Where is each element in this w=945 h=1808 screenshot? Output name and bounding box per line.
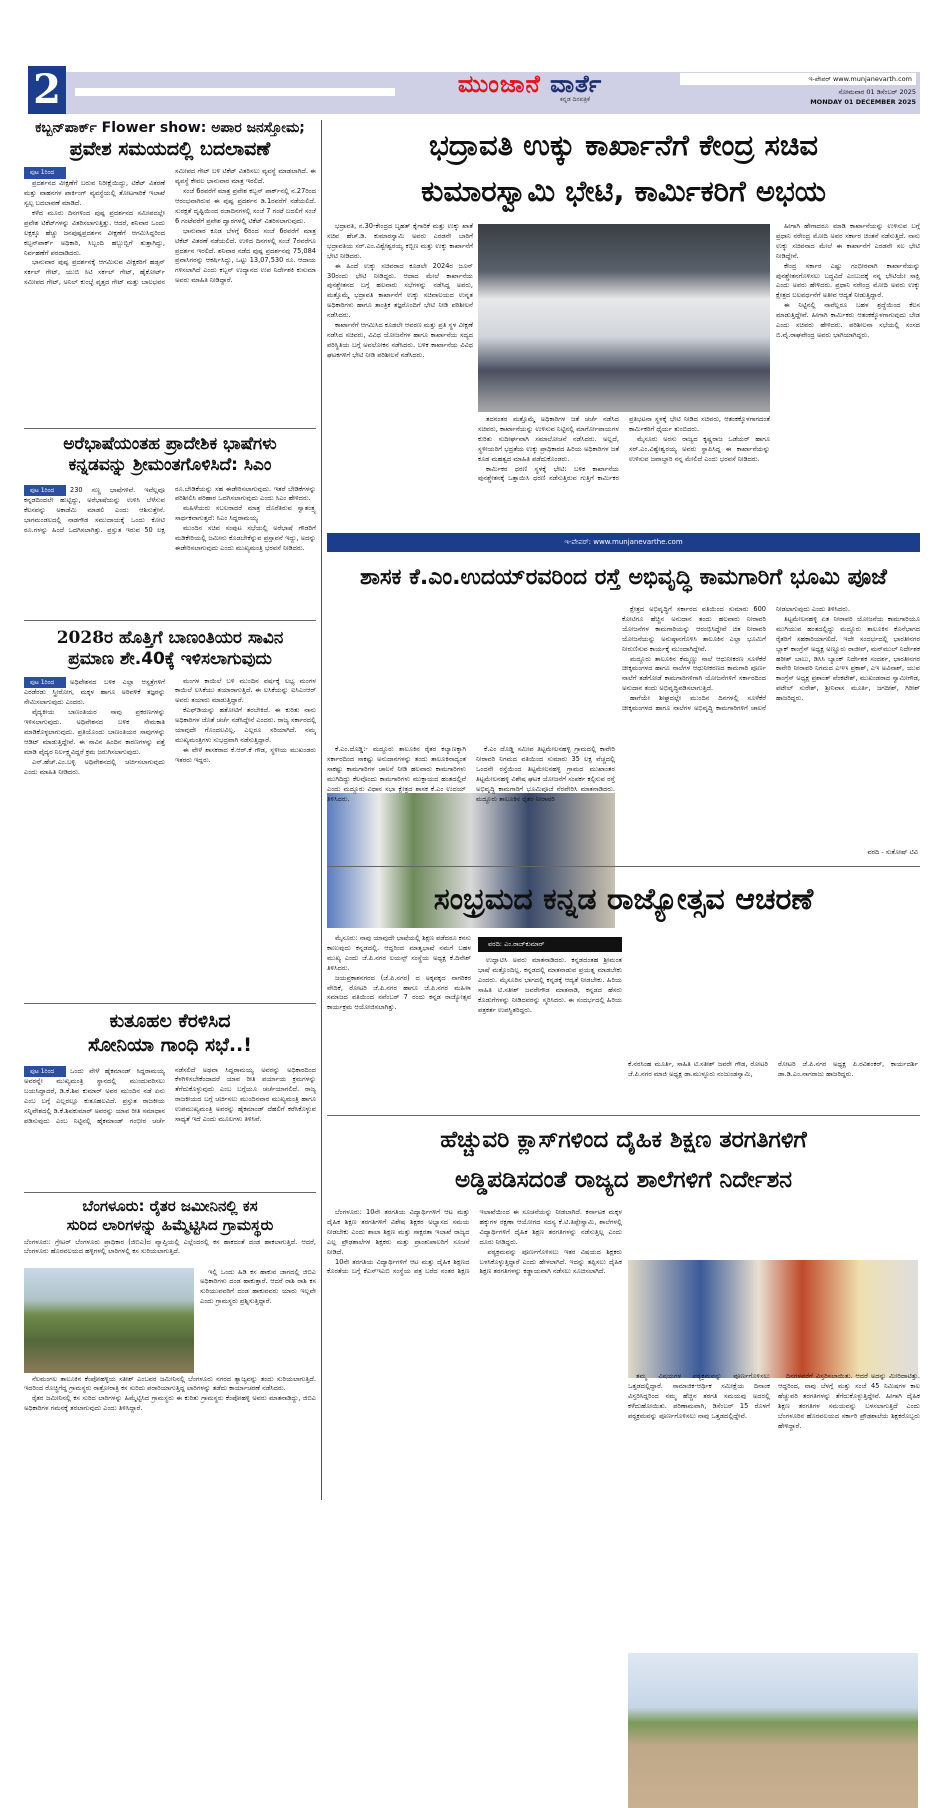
paragraph: ಕ್ಷೇತ್ರದ ಅಭಿವೃದ್ಧಿಗೆ ಸರ್ಕಾರದ ವತಿಯಿಂದ ಸುಮಾರು 600 ಕೋಟಿಗೂ ಹೆಚ್ಚಿನ ಅನುದಾನ ತಂದು ಹಲವಾರು ನೀರಾವರಿ ಯೋಜನೆಗಳ ಕಾಮಗಾರಿಯನ್ನು ಆರಂಭಿಸಿದ್ದೇವೆ ಚಿತ ನೀರಾವರಿ ಯೋಜನೆಯನ್ನು ಅನುಷ್ಠಾನಗೊಳಿಸಿ ತಾಲೂಕಿನ ಎಲ್ಲಾ ಭೂಮಿಗೆ ನೀರುಣಿಸುವ ಕಾರ್ಯಕ್ಕೆ ಮುಂದಾಗಿದ್ದೇವೆ. [622, 605, 766, 653]
paragraph: ಈ ನಿಟ್ಟಿನಲ್ಲಿ ನಾವೆಲ್ಲರೂ ಬಹಳ ಶ್ರದ್ಧೆಯಿಂದ ಕೆಲಸ ಮಾಡುತ್ತಿದ್ದೇವೆ. ಹೀಗಾಗಿ ಕಾರ್ಮಿಕರು ಆತಂಕಕ್ಕೊಳಗಾಗುವುದು ಬೇಡ ಎಂದು ಸಚಿವರು ಹೇಳಿದರು. ಪರಿಶೀಲನಾ ಸಭೆಯಲ್ಲಿ ಸಂಸದ ಬಿ.ವೈ.ರಾಘವೇಂದ್ರ ಅವರು ಭಾಗಿಯಾಗಿದ್ದರು. [776, 301, 920, 339]
divider [24, 620, 316, 621]
page-number: 2 [28, 66, 66, 114]
physed-col2 [628, 1372, 770, 1496]
headline-line1: ಹೆಚ್ಚುವರಿ ಕ್ಲಾಸ್‌ಗಳಿಂದ ದೈಹಿಕ ಶಿಕ್ಷಣ ತರಗತಿಗಳಿಗೆ [440, 1127, 807, 1153]
lead-paragraph: ಬೆಂಗಳೂರು: ಗ್ರೇಟರ್ ಬೆಂಗಳೂರು ಪ್ರಾಧಿಕಾರ (ಜಿಬಿಎ)ದ ವ್ಯಾಪ್ತಿಯಲ್ಲಿ ಎಲ್ಲೆಂದರಲ್ಲಿ ಕಸ ಹಾಕದಂತೆ ದಂಡ ಹಾಕಲಾಗುತ್ತಿದೆ. ಆದರೆ, ಬೆಂಗಳೂರು ಹೊರವಲಯದ ಹಳ್ಳಿಗಳಲ್ಲಿ ಲಾರಿಗಳಲ್ಲಿ ಕಸ ಸುರಿಯಲಾಗುತ್ತಿದೆ. [24, 1237, 316, 1256]
headline-line2: ಅಡ್ಡಿಪಡಿಸದಂತೆ ರಾಜ್ಯದ ಶಾಲೆಗಳಿಗೆ ನಿರ್ದೇಶನ [454, 1167, 793, 1193]
paragraph: ತದನಂತರ ಮತ್ತೊಮ್ಮೆ ಅಧಿಕಾರಿಗಳ ಜತೆ ಚರ್ಚೆ ನಡೆಸಿದ ಸಚಿವರು, ಕಾರ್ಖಾನೆಯನ್ನು ಉಳಿಸುವ ನಿಟ್ಟಿನಲ್ಲಿ ಮಾರ್ಗೋಪಾಯಗಳ ಕುರಿತು ಸುದೀರ್ಘವಾಗಿ ಸಮಾಲೋಚನೆ ನಡೆಸಿದರು. ಅಲ್ಲದೆ, ಸ್ಥಳೀಯರಿಗೆ ಭದ್ರತೆಯ ಉಕ್ಕು ಪ್ರಾಧಿಕಾರದ ಹಿರಿಯ ಅಧಿಕಾರಿಗಳ ಜತೆ ಕೂಡ ಮಹತ್ವದ ಮಾಹಿತಿ ಪಡೆದುಕೊಂಡರು. [478, 415, 619, 463]
logo-sub: ಕನ್ನಡ ದಿನಪತ್ರಿಕೆ [559, 96, 590, 103]
headline-line1: ಬೆಂಗಳೂರು: ರೈತರ ಜಮೀನಿನಲ್ಲಿ ಕಸ [82, 1197, 258, 1215]
paragraph: 10ನೇ ತರಗತಿಯ ವಿದ್ಯಾರ್ಥಿಗಳಿಗೆ ಆಟ ಮತ್ತು ದೈಹಿಕ ಶಿಕ್ಷಣದ ಕೊರತೆಯ ಬಗ್ಗೆ ಕೆಎಸ್‌ಇಎಬಿ ಸಂಸ್ಥೆಯ ಪತ್ರ ಬರೆದ ನಂತರ ಶಿಕ್ಷಣ ಇಲಾಖೆಯಿಂದ ಈ ಸೂಚನೆಯನ್ನು ನೀಡಲಾಗಿದೆ. ಕರ್ನಾಟಕ ಮಕ್ಕಳ ಹಕ್ಕುಗಳ ರಕ್ಷಣಾ ಆಯೋಗದ ಸದಸ್ಯ ಕೆ.ಟಿ.ತಿಪ್ಪೇಸ್ವಾಮಿ, ಶಾಲೆಗಳಲ್ಲಿ ವಿದ್ಯಾರ್ಥಿಗಳಿಗೆ ದೈಹಿಕ ಶಿಕ್ಷಣ ತರಗತಿಗಳನ್ನು ನಡೆಸುತ್ತಿಲ್ಲ ಎಂದು ದೂರು ನೀಡಿದ್ದರು. [327, 1208, 622, 1276]
headline-line1: ಭದ್ರಾವತಿ ಉಕ್ಕು ಕಾರ್ಖಾನೆಗೆ ಕೇಂದ್ರ ಸಚಿವ [428, 128, 819, 162]
article-arebhashe [24, 434, 316, 595]
article-garbage-lorries [24, 1197, 316, 1475]
paragraph: ಕೆ.ಎಂ.ದೊಡ್ಡಿ:- ಮದ್ದೂರು ತಾಲೂಕಿನ ರೈತರ ಕಲ್ಯಾಣಕ್ಕಾಗಿ ಸರ್ಕಾರದಿಂದ ಸಾಕಷ್ಟು ಅನುದಾನಗಳನ್ನು ತಂದು ತಾಲೂಕಿನಾದ್ಯಂತ ಸಾಕಷ್ಟು ಕಾಮಗಾರಿಗಳ ಚಾಲನೆ ನೀಡಿ ಹಲವಾರು ಕಾಮಗಾರಿಗಳು ಮುಗಿದಿದ್ದು ಕೆಲವೊಂದು ಕಾಮಗಾರಿಗಳು ಮುಕ್ತಾಯದ ಹಂತದಲ್ಲಿವೆ ಎಂದು ಮದ್ದೂರು ವಿಧಾನ ಸಭಾ ಕ್ಷೇತ್ರದ ಶಾಸಕ ಕೆ.ಎಂ ಉದಯ್ ತಿಳಿಸಿದರು. [327, 745, 466, 803]
epaper-url[interactable]: ಇ-ಪೇಪರ್ www.munjanevarth.com [680, 73, 916, 85]
paragraph: ಕೆಎಫ್‌ಡಿಯನ್ನು ಹತೋಟಿಗೆ ತರಬೇಕಿದೆ. ಈ ಕುರಿತು ನಾನು ಅಧಿಕಾರಿಗಳ ಜೊತೆ ಚರ್ಚೆ ನಡೆಸಿದ್ದೇನೆ ಎಂದರು. ರಾಜ್ಯ ಸರ್ಕಾರದಲ್ಲಿ ಯಾವುದೇ ಗೊಂದಲವಿಲ್ಲ. ಎಲ್ಲರೂ ಸರಿಯಾಗಿದೆ. ನಮ್ಮ ಮುಖ್ಯಮಂತ್ರಿಗಳು ಸುಭದ್ರವಾಗಿ ನಡೆಸುತ್ತಿದ್ದಾರೆ. [175, 706, 316, 744]
photo-caption: ಕೆ.ನರಸಿಂಹ ಮೂರ್ತಿ, ಸಾಹಿತಿ ಟಿ.ಸತೀಶ್ ಜವರೇ ಗೌಡ, ರೋಟರಿ ಜೆ.ಪಿ.ನಗರ ಮಾಜಿ ಅಧ್ಯಕ್ಷ ಡಾ.ಮುಳ್ಳೂರು ನಂಜುಂಡಸ್ವಾಮಿ, [628, 1060, 768, 1078]
paragraph: ಭದ್ರಾವತಿ, ನ.30-ಕೇಂದ್ರದ ಬೃಹತ್ ಕೈಗಾರಿಕೆ ಮತ್ತು ಉಕ್ಕು ಖಾತೆ ಸಚಿವ ಹೆಚ್.ಡಿ. ಕುಮಾರಸ್ವಾಮಿ ಅವರು ಎರಡನೇ ಬಾರಿಗೆ ಭದ್ರಾವತಿಯ ಸರ್.ಎಂ.ವಿಶ್ವೇಶ್ವರಯ್ಯ ಕಬ್ಬಿಣ ಮತ್ತು ಉಕ್ಕು ಕಾರ್ಖಾನೆಗೆ ಭೇಟಿ ನೀಡಿದರು. [327, 222, 473, 260]
headline-line1: 2028ರ ಹೊತ್ತಿಗೆ ಬಾಣಂತಿಯರ ಸಾವಿನ [56, 628, 284, 648]
masthead-rule [75, 88, 395, 96]
date-kannada: ಸೋಮವಾರ 01 ಡಿಸೆಂಬರ್ 2025 [838, 88, 916, 96]
paragraph: ಮಂಗಳ ಕಾಯಿಲೆ ಬಳಿ ಮುಂದಿನ ವರ್ಷಕ್ಕೆ ಲಭ್ಯ ಮಂಗಳ ಕಾಯಿಲೆ ಲಸಿಕೆಯು ತಯಾರಾಗುತ್ತಿದೆ. ಈ ಲಸಿಕೆಯನ್ನು ಐಸಿಎಂಆರ್ ಅವರು ತಯಾರು ಮಾಡುತ್ತಿದ್ದಾರೆ. [175, 676, 316, 705]
paragraph: ಅಧಿವೇಶನದ ಬಳಿಕ ಎಲ್ಲಾ ಆಸ್ಪತ್ರೆಗಳಿಗೆ ಎರಡೆರಡು ಸ್ತ್ರೀರೋಗ, ಮಕ್ಕಳ ಹಾಗೂ ಅರಿವಳಿಕೆ ತಜ್ಞರನ್ನು ನೇಮಿಸಲಾಗುವುದು ಎಂದರು. [24, 677, 165, 707]
headline-line2: ಪ್ರಮಾಣ ಶೇ.40ಕ್ಕೆ ಇಳಿಸಲಾಗುವುದು [68, 649, 272, 670]
paragraph: ಉದ್ಘಾಟಿಸಿ ಅವರು ಮಾತನಾಡಿದರು. ಕನ್ನಡದಂತಹ ಶ್ರೀಮಂತ ಭಾಷೆ ಮತ್ತೊಂದಿಲ್ಲ. ಕನ್ನಡದಲ್ಲಿ ಮಾತನಾಡುವ ಪ್ರಯತ್ನ ಮಾಡಬೇಕು ಎಂದರು. ಮೈಸೂರಿನ ಭಾಗದಲ್ಲಿ ಕನ್ನಡಕ್ಕೆ ಆದ್ಯತೆ ನೀಡಬೇಕು. ಹಿರಿಯ ಸಾಹಿತಿ ಟಿ.ಸತೀಶ್ ಜವರೇಗೌಡ ಮಾತನಾಡಿ, ಕನ್ನಡದ ಹೆಸರು ಕೊಡುಗೆಗಳನ್ನು ನೀಡಿದವರನ್ನು ಸ್ಮರಿಸಿದರು. ಈ ಸಂದರ್ಭದಲ್ಲಿ ಹಿರಿಯ ಪತ್ರಕರ್ತ ಉಪಸ್ಥಿತರಿದ್ದರು. [478, 956, 622, 1014]
masthead-info [680, 73, 920, 113]
paragraph: ಭಾನುವಾರ ಪುಷ್ಪ ಪ್ರದರ್ಶನಕ್ಕೆ ಆಗಮಿಸುವ ವೀಕ್ಷಕರಿಗೆ ಹಡ್ಸನ್ ಸರ್ಕಲ್ ಗೇಟ್, ಯುಬಿ ಸಿಟಿ ಸರ್ಕಲ್ ಗೇಟ್, ಹೈಕೋರ್ಟ್ ಸಮೀಪದ ಗೇಟ್, ಅನಿಲ್ ಕುಂಬ್ಳೆ ವೃತ್ತದ ಗೇಟ್ ಮತ್ತು ಬಾಲಭವನ ಸಮೀಪದ ಗೇಟ್ ಬಳಿ ಟಿಕೆಟ್ ವಿತರಿಸಲು ವ್ಯವಸ್ಥೆ ಮಾಡಲಾಗಿದೆ. ಈ ವ್ಯವಸ್ಥೆ ಕೇವಲ ಭಾನುವಾರ ಮಾತ್ರ ಇರಲಿದೆ. [24, 167, 316, 287]
article-cubbon-park [24, 120, 316, 397]
paragraph: 230 ಸಣ್ಣ ಭಾಷೆಗಳಿವೆ. ಇವೆಲ್ಲವೂ ಕನ್ನಡದಿಂದಲೇ ಹುಟ್ಟಿದ್ದು, ಅರೆಭಾಷೆಯನ್ನು ಉಳಿಸಿ ಬೆಳೆಸುವ ಕೆಲಸವನ್ನು ಅಕಾಡೆಮಿ ಮಾಡಲಿ ಎಂದು ಆಶಿಸುತ್ತೇನೆ. ಭಾಗಮಂಡಲದಲ್ಲಿ ನಾಡಗೌಡ ಸಮುದಾಯಕ್ಕೆ ಒಂದು ಕೋಟಿ ರೂ.ಗಳನ್ನು ಹಿಂದೆ ಒದಗಿಸಲಾಗಿತ್ತು. ಪ್ರಸ್ತುತ ಇರುವ 50 ಲಕ್ಷ ರೂ.ಬೇಡಿಕೆಯನ್ನು ಸಹ ಈಡೇರಿಸಲಾಗುವುದು. ಇತರೆ ಬೇಡಿಕೆಗಳನ್ನು ಪರಿಶೀಲಿಸಿ ಪರಿಹಾರ ಒದಗಿಸಲಾಗುವುದು ಎಂದು ಸಿಎಂ ಹೇಳಿದರು. [24, 484, 316, 535]
newspaper-logo [430, 70, 630, 104]
date-english: MONDAY 01 DECEMBER 2025 [810, 98, 916, 106]
paragraph: ಕಾರ್ಮಿಕರ ಧರಣಿ ಸ್ಥಳಕ್ಕೆ ಭೇಟಿ: ಬಳಿಕ ಕಾರ್ಖಾನೆಯ ಪುನಶ್ಚೇತನಕ್ಕೆ ಒತ್ತಾಯಿಸಿ ಧರಣಿ ನಡೆಸುತ್ತಿರುವ ಗುತ್ತಿಗೆ ಕಾರ್ಮಿಕರ ಪ್ರತಿಭಟನಾ ಸ್ಥಳಕ್ಕೆ ಭೇಟಿ ನೀಡಿದ ಸಚಿವರು, ಆತಂಕಕ್ಕೊಳಗಾಗದಂತೆ ಕಾರ್ಮಿಕರಿಗೆ ಧೈರ್ಯ ತುಂಬಿದರು. [478, 415, 770, 483]
divider [24, 1192, 316, 1193]
paragraph: ಮುಂದಿನ ಸಚಿವ ಸಂಪುಟ ಸಭೆಯಲ್ಲಿ ಅರೆಭಾಷೆ ಗೌಡರಿಗೆ ಮಡಿಕೇರಿಯಲ್ಲಿ ಜಮೀನು ಕೊಡಬೇಕೆನ್ನುವ ಪ್ರಸ್ತಾವನೆ ಇದ್ದು, ಅದನ್ನು ಈಡೇರಿಸಲಾಗುವುದು ಎಂದು ಮುಖ್ಯಮಂತ್ರಿ ಭರವಸೆ ನೀಡಿದರು. [175, 524, 316, 552]
continued-tag: ಪುಟ 1ರಿಂದ [24, 485, 66, 497]
logo-main: ಮುಂಜಾನೆ [457, 70, 541, 98]
uday-col1 [327, 745, 615, 860]
headline-line2: ಪ್ರವೇಶ ಸಮಯದಲ್ಲಿ ಬದಲಾವಣೆ [69, 137, 271, 160]
students-playing-photo [628, 1653, 918, 1808]
headline-line1: ಕುತೂಹಲ ಕೆರಳಿಸಿದ [109, 1010, 231, 1032]
article-maternal-deaths [24, 628, 316, 995]
continued-tag: ಪುಟ 1ರಿಂದ [24, 1066, 66, 1078]
headline-rajyotsava: ಸಂಭ್ರಮದ ಕನ್ನಡ ರಾಜ್ಯೋತ್ಸವ ಆಚರಣೆ [433, 882, 814, 917]
physed-col1 [327, 1208, 622, 1496]
paragraph: ತಿಟ್ಟಮೇಲನಹಳ್ಳಿ ಏತ ನೀರಾವರಿ ಯೋಜನೆಯ ಕಾಮಗಾರಿಯೂ ಮುಗಿಯುವ ಹಂತದಲ್ಲಿದ್ದು ಮದ್ದೂರು ತಾಲೂಕಿನ ಕೊನೆಭಾಗದ ರೈತರಿಗೆ ಸಹಕಾರಿಯಾಗಲಿದೆ. ಇದೇ ಸಂದರ್ಭದಲ್ಲಿ ಭಾರತೀನಗರ ಬ್ಲಾಕ್ ಕಾಂಗ್ರೆಸ್ ಅಧ್ಯಕ್ಷ ಅಣ್ಣೂರು ರಾಜೀವ್, ಮನ್‌ಮುಲ್ ನಿರ್ದೇಶಕ ಹರೀಶ್ ಬಾಬು, ಡಿಸಿಸಿ ಬ್ಯಾಂಕ್ ನಿರ್ದೇಶಕ ಸಂದರ್ಶ, ಭಾರತೀನಗರ ಕಾವೇರಿ ನೀರಾವರಿ ನಿಗಮದ ಎಇಇ ಪ್ರಕಾಶ್, ಎಇ ಅವಿನಾಶ್, ಯುವ ಕಾಂಗ್ರೆಸ್ ಅಧ್ಯಕ್ಷ ಪ್ರಶಾಂತ್ ವೆಂಕಟೇಶ್, ಮುಖಂಡರಾದ ಸ್ವಾಮೀಗೌಡ, ಪಟೇಲ್ ಸುರೇಶ್, ಶ್ರೀನಿವಾಸ ಮೂರ್ತಿ, ಜಗದೀಶ್, ಗಿರೀಶ್ ಹಾಜರಿದ್ದರು. [776, 614, 920, 703]
paragraph: ಭಾನುವಾರ ಕೂಡ ಬೆಳಗ್ಗೆ 6ರಿಂದ ಸಂಜೆ 6ರವರೆಗೆ ಮಾತ್ರ ಟಿಕೆಟ್ ವಿತರಣೆ ನಡೆಯಲಿದೆ. ಉಳಿದ ದಿನಗಳಲ್ಲಿ ಸಂಜೆ 7ರವರೆಗೂ ಪ್ರದರ್ಶನ ಇರಲಿದೆ. ಶನಿವಾರ ನಡೆದ ಪುಷ್ಪ ಪ್ರದರ್ಶನವು 75,084 ಪ್ರವಾಸಿಗರನ್ನು ಆಕರ್ಷಿಸಿದ್ದು, ಒಟ್ಟು 13,07,530 ರೂ. ಆದಾಯ ಗಳಿಸಲಾಗಿದೆ ಎಂದು ಕಬ್ಬನ್ ಉದ್ಯಾನದ ಉಪ ನಿರ್ದೇಶಕಿ ಕುಸುಮಾ ಅವರು ಮಾಹಿತಿ ನೀಡಿದ್ದಾರೆ. [175, 226, 316, 285]
paragraph: ಮದ್ದೂರು ತಾಲೂಕಿನ ಕೆಮ್ಮಣ್ಣು ನಾಲೆ ಆಧುನೀಕರಣ ಸೂಳೆಕೆರೆ ಚೀಕ್ಕಮಂಗಳದ ಹಾಗೂ ನಾಲೆಗಳ ಆಧುನೀಕರಣದ ಕಾಮಗಾರಿ ಪೂರ್ಣ ನಾಲೆಗೆ ತಡೆಗೋಡೆ ಕಾಮಗಾರಿಗಳಿಗಾಗಿ ಯೋಜನೆಗಳಿಗೆ ಸರ್ಕಾರದಿಂದ ಅನುದಾನ ತಂದು ಅಭಿವೃದ್ಧಿಪಡಿಸಲಾಗುತ್ತಿದೆ. [622, 654, 766, 693]
headline-uday: ಶಾಸಕ ಕೆ.ಎಂ.ಉದಯ್‌ರವರಿಂದ ರಸ್ತೆ ಅಭಿವೃದ್ಧಿ ಕಾಮಗಾರಿಗೆ ಭೂಮಿ ಪೂಜೆ [360, 565, 887, 590]
divider [327, 866, 920, 867]
paragraph: ಪ್ರದರ್ಶನದ ವೀಕ್ಷಣೆಗೆ ಬರುವ ನಿರೀಕ್ಷೆಯಿದ್ದು, ಟಿಕೆಟ್ ವಿತರಣೆ ಮತ್ತು ವಾಹನಗಳ ಪಾರ್ಕಿಂಗ್ ವ್ಯವಸ್ಥೆಯಲ್ಲಿ ತೋಟಗಾರಿಕೆ ಇಲಾಖೆ ಸ್ವಲ್ಪ ಬದಲಾವಣೆ ಮಾಡಿದೆ. [24, 179, 165, 207]
headline-line1: ಕಬ್ಬನ್‌ಪಾರ್ಕ್ Flower show: ಅಪಾರ ಜನಸ್ತೋಮ; [35, 120, 305, 136]
paragraph: ಇಲ್ಲಿ ಒಂದು ಹಿಡಿ ಕಸ ಹಾಕುವ ಜಾಗದಲ್ಲಿ ಜಿಬಿಎ ಅಧಿಕಾರಿಗಳು ದಂಡ ಹಾಕುತ್ತಾರೆ. ಆದರೆ ರಾಶಿ ರಾಶಿ ಕಸ ಸುರಿಯುವವರಿಗೆ ದಂಡ ಹಾಕುವವರು ಯಾರು ಇಲ್ಲವೇ ಎಂದು ಗ್ರಾಮಸ್ಥರು ಪ್ರಶ್ನಿಸುತ್ತಿದ್ದಾರೆ. [200, 1267, 316, 1306]
paragraph: ಒಂದು ವೇಳೆ ಹೈಕಮಾಂಡ್ ಸಿದ್ದರಾಮಯ್ಯ ಅವರನ್ನೇ ಮುಖ್ಯಮಂತ್ರಿ ಸ್ಥಾನದಲ್ಲಿ ಮುಂದುವರಿಸಲು ಬಯಸಿದ್ದಾದರೆ, ಡಿ.ಕೆ.ಶಿವ ಕುಮಾರ್ ಅವರ ಮುಂದಿನ ನಡೆ ಏನು ಎಂಬ ಬಗ್ಗೆ ಎಲ್ಲರಲ್ಲೂ ಕುತೂಹಲವಿದೆ. ಪ್ರಸ್ತುತ ರಾಜಕೀಯ ಸನ್ನಿವೇಶದಲ್ಲಿ ಡಿ.ಕೆ.ಶಿವಕುಮಾರ್ ಅವರನ್ನು ಯಾವ ರೀತಿ ಸಮಾಧಾನ ಪಡಿಸುವುದು ಎಂಬ ನಿಟ್ಟಿನಲ್ಲಿ ಹೈಕಮಾಂಡ್ ಗಂಭೀರ ಚರ್ಚೆ ನಡೆಸಲಿದೆ ಅಥವಾ ಸಿದ್ದರಾಮಯ್ಯ ಅವರನ್ನು ಅಧಿಕಾರದಿಂದ ಕೆಳಗಿಳಿಸಬೇಕೆಂದಾದರೆ ಯಾವ ರೀತಿ ಪರ್ಯಾಯ ಕ್ರಮಗಳನ್ನು ತೆಗೆದುಕೊಳ್ಳುವುದು ಎಂಬ ಬಗ್ಗೆಯೂ ಚರ್ಚೆಯಾಗಲಿದೆ. ರಾಜ್ಯ ರಾಜಕೀಯದ ಬಗ್ಗೆ ಚರ್ಚಿಸಲು ಮುಂದಿನವಾರ ಮುಖ್ಯಮಂತ್ರಿ ಹಾಗೂ ಉಪಮುಖ್ಯಮಂತ್ರಿ ಅವರನ್ನು ಹೈಕಮಾಂಡ್ ದೆಹಲಿಗೆ ಕರೆಸಿಕೊಳ್ಳುವ ಸಾಧ್ಯತೆ ಇದೆ ಎಂದು ಮೂಲಗಳು ತಿಳಿಸಿವೆ. [24, 1065, 316, 1126]
paragraph: ದಿನಗಳವರೆಗೆ ವಿಸ್ತರಿಸಲಾಯಿತು. ಆದರೆ ಅದನ್ನು ಮೀರಿದಾಟಿತ್ತು. ಆದ್ದರಿಂದ, ನಾವು ಬೆಳಗ್ಗೆ ಮತ್ತು ಸಂಜೆ 45 ನಿಮಿಷಗಳ ಕಾಲ ಹೆಚ್ಚುವರಿ ತರಗತಿಗಳನ್ನು ತೆಗೆದುಕೊಳ್ಳುತ್ತಿದ್ದೇವೆ. ಹೀಗಾಗಿ ದೈಹಿಕ ಶಿಕ್ಷಣ ತರಗತಿಗಳ ಸಮಯವನ್ನು ಬಳಸಲಾಗುತ್ತಿದೆ ಎಂದು ಬೆಂಗಳೂರಿನ ಹೊರವಲಯದ ಸರ್ಕಾರಿ ಪ್ರೌಢಶಾಲೆಯ ಶಿಕ್ಷಕರೊಬ್ಬರು ಹೇಳಿದ್ದಾರೆ. [778, 1372, 920, 1430]
headline-line2: ಕನ್ನಡವನ್ನು ಶ್ರೀಮಂತಗೊಳಿಸಿದೆ: ಸಿಎಂ [68, 455, 272, 476]
paragraph: ಕೇಂದ್ರ ಸರ್ಕಾರ ಎಷ್ಟು ಗಂಭೀರವಾಗಿ ಕಾರ್ಖಾನೆಯನ್ನು ಪುನಶ್ಚೇತನಗೊಳಿಸಲು ಬದ್ಧವಿದೆ ಎಂಬುದಕ್ಕೆ ನನ್ನ ಭೇಟಿಯೇ ಸಾಕ್ಷಿ ಎಂದು ಅವರು ಹೇಳಿದರು. ಪ್ರಧಾನಿ ನರೇಂದ್ರ ಮೋದಿ ಅವರು ಉಕ್ಕು ಕ್ಷೇತ್ರದ ಬಲವರ್ಧನೆಗೆ ಅತೀವ ಆದ್ಯತೆ ನೀಡುತ್ತಿದ್ದಾರೆ. [776, 261, 920, 300]
rajyotsava-col1 [327, 934, 471, 1104]
paragraph: ಕೆ.ಎಂ ದೊಡ್ಡಿ ಸಮೀಪ ತಿಟ್ಟಮೇಲನಹಳ್ಳಿ ಗ್ರಾಮದಲ್ಲಿ ಕಾವೇರಿ ನೀರಾವರಿ ನಿಗಮದ ವತಿಯಿಂದ ಸುಮಾರು 35 ಲಕ್ಷ ವೆಚ್ಚದಲ್ಲಿ ಒಂದನೇ ರಸ್ತೆಯಿಂದ ತಿಟ್ಟಮೇಲನಹಳ್ಳಿ ಗ್ರಾಮದ ಮುಖಾಂತರ ತಿಟ್ಟಮೇಲನಹಳ್ಳಿ ವಿಶೇಷ ಘಟಕ ಯೋಜನೆಗೆ ಸಂಪರ್ಕ ಕಲ್ಪಿಸುವ ರಸ್ತೆ ಅಭಿವೃದ್ಧಿ ಕಾಮಗಾರಿಗೆ ಭೂಮಿಪೂಜೆ ನೆರವೇರಿಸಿ ಮಾತನಾಡಿದರು. ಮದ್ದೂರು ತಾಲೂಕಿನ ರೈತರ ನೀರಾವರಿ [476, 745, 615, 803]
bhadravati-col3 [776, 222, 920, 528]
paragraph: ಕಾರ್ಖಾನೆಗೆ ಆಗಮಿಸಿದ ಕೂಡಲೇ ಆವರಣ ಮತ್ತು ಪ್ರತಿ ಸ್ಥಳ ವೀಕ್ಷಣೆ ನಡೆಸಿದ ಸಚಿವರು, ವಿವಿಧ ಯೋಜನೆಗಳ ಹಾಗೂ ಕಾರ್ಖಾನೆಯ ಸದ್ಯದ ಪರಿಸ್ಥಿತಿಯ ಬಗ್ಗೆ ಅವಲೋಕನ ನಡೆಸಿದರು. ಬಳಿಕ ಕಾರ್ಖಾನೆಯ ವಿವಿಧ ಘಟಕಗಳಿಗೆ ಭೇಟಿ ನೀಡಿ ಪರಿಶೀಲನೆ ನಡೆಸಿದರು. [327, 321, 473, 359]
article-bhadravati [327, 122, 920, 214]
paragraph: ಈ ಹಿಂದೆ ಉಕ್ಕು ಸಚಿವರಾದ ಕೂಡಲೇ 2024ರ ಜೂನ್ 30ರಂದು ಭೇಟಿ ನೀಡಿದ್ದರು. ಆದಾದ ಮೇಲೆ ಕಾರ್ಖಾನೆಯ ಪುನಶ್ಚೇತನದ ಬಗ್ಗೆ ಹಲವಾರು ಸಭೆಗಳನ್ನು ನಡೆಸಿದ್ದ ಅವರು, ಮತ್ತೊಮ್ಮೆ ಭದ್ರಾವತಿ ಕಾರ್ಖಾನೆಗೆ ಉಕ್ಕು ಸಚಿವಾಲಯದ ಉನ್ನತ ಅಧಿಕಾರಿಗಳು ಹಾಗೂ ತಾಂತ್ರಿಕ ತಜ್ಞರೊಂದಿಗೆ ಭೇಟಿ ನೀಡಿ ಪರಿಶೀಲನೆ ನಡೆಸಿದರು. [327, 261, 473, 320]
paragraph: ಕಳೆದ ಮೂರು ದಿನಗಳಿಂದ ಪುಷ್ಪ ಪ್ರದರ್ಶನದ ಸಮೀಪದಲ್ಲೇ ಪ್ರವೇಶ ಟಿಕೆಟ್‌ಗಳನ್ನು ವಿತರಿಸಲಾಗುತ್ತಿತ್ತು. ಆದರೆ, ಶನಿವಾರ ಒಂದು ಲಕ್ಷಕ್ಕೂ ಹೆಚ್ಚು ಜನಪುಷ್ಪಪ್ರದರ್ಶನ ವೀಕ್ಷಣೆಗೆ ಆಗಮಿಸಿದ್ದರಿಂದ ಕಬ್ಬನ್‌ಪಾರ್ಕ್ ಅಧಿಕಾರಿ, ಸಿಬ್ಬಂದಿ ಹಬ್ಬುಬ್ಬಿಗೆ ತುತ್ತಾಗಿದ್ದು, ನಿರ್ವಹಣೆಗೆ ಪರದಾಡಿದರು. [24, 208, 165, 257]
continued-tag: ಪುಟ 1ರಿಂದ [24, 167, 66, 179]
paragraph: ಹಾಗೆಯೇ ಶೀಘ್ರದಲ್ಲೇ ಮುಂದಿನ ದಿನಗಳಲ್ಲಿ ಸೂಳೆಕೆರೆ ಚೀಕ್ಕಮಂಗಳದ ಹಾಗೂ ನಾಲೆಗಳ ಅಭಿವೃದ್ಧಿ ಕಾಮಗಾರಿಗಳಿಗೆ ಚಾಲನೆ ನೀಡಲಾಗುವುದು ಎಂದು ತಿಳಿಸಿದರು. [622, 605, 850, 713]
rajyotsava-col2 [478, 937, 622, 1106]
epaper-banner[interactable]: ಇ-ಪೇಪರ್: www.munjanevarthe.com [327, 533, 920, 552]
paragraph: ಮೈಸೂರು ಅರಸು ರಾಜ್ಯದ ಕೃಷ್ಣರಾಜ ಒಡೆಯರ್ ಹಾಗೂ ಸರ್.ಎಂ.ವಿಶ್ವೇಶ್ವರಯ್ಯ ಅವರು ಸ್ಥಾಪಿಸಿದ್ದ ಈ ಕಾರ್ಖಾನೆಯನ್ನು ಉಳಿಸುವ ಜವಾಬ್ದಾರಿ ನನ್ನ ಮೇಲಿದೆ ಎಂದು ಭರವಸೆ ನೀಡಿದರು. [629, 434, 770, 463]
column-divider [321, 120, 322, 1500]
paragraph: ಜಯಪ್ರಕಾಶನಗರದ (ಜೆ.ಪಿ.ನಗರ) ದ ಅಕ್ಕಪಕ್ಕದ ನಾಗರಿಕರ ವೇದಿಕೆ, ರೋಟರಿ ಜೆ.ಪಿ.ನಗರ ಹಾಗೂ ಜೆ.ಪಿ.ನಗರ ಮಹಿಳಾ ಸಮಾಜದ ವತಿಯಿಂದ ನವೆಂಬರ್ 7 ರಂದು ಕನ್ನಡ ರಾಜ್ಯೋತ್ಸವ ಕಾರ್ಯಕ್ರಮ ಆಯೋಜಿಸಲಾಗಿತ್ತು. [327, 973, 471, 1012]
steel-plant-visit-photo [478, 224, 770, 412]
rajyotsava-photo [628, 1260, 918, 1378]
paragraph: ಮೈಸೂರು: ನಾವು ಯಾವುದೇ ಭಾಷೆಯಲ್ಲಿ ಶಿಕ್ಷಣ ಪಡೆದರೂ ಕನಸು ಕಾಣುವುದು ಕನ್ನಡದಲ್ಲಿ. ಆದ್ದರಿಂದ ಮಾತೃಭಾಷೆ ನಮಗೆ ಬಹಳ ಮುಖ್ಯ ಎಂದು ಜೆ.ಪಿ.ನಗರ ಲಯನ್ಸ್ ಸಂಸ್ಥೆಯ ಅಧ್ಯಕ್ಷ ಕೆ.ದಿನೇಶ್ ತಿಳಿಸಿದರು. [327, 934, 471, 972]
uday-col2 [622, 605, 920, 848]
garbage-dump-photo [24, 1268, 194, 1373]
paragraph: ತಮ್ಮ ವಿಷಯಗಳ ಪಠ್ಯಕ್ರಮವನ್ನು ಪೂರ್ಣಗೊಳಿಸಲು ಒತ್ತಡದಲ್ಲಿದ್ದಾರೆ. ಸಾಮಾಜಿಕ-ಆರ್ಥಿಕ ಸಮೀಕ್ಷೆಯ ದಿನಾಂಕ ವಿಸ್ತರಿಸಿದ್ದರಿಂದ ನಮ್ಮ ಹೆಚ್ಚಿನ ತರಗತಿ ಸಮಯವು ಅದರಲ್ಲಿ ಕಳೆದುಹೋಯಿತು. ಪರಿಣಾಮವಾಗಿ, ಡಿಸೆಂಬರ್ 15 ರೊಳಗೆ ಪಠ್ಯಕ್ರಮವನ್ನು ಪೂರ್ಣಗೊಳಿಸಲು ನಾವು ಒತ್ತಡದಲ್ಲಿದ್ದೇವೆ. [628, 1372, 770, 1420]
paragraph: ವೈದ್ಯಕೀಯ ಬಾಣಂತಿಯರ ಸಾವು ಪ್ರಕರಣಗಳನ್ನು ಇಳಿಸಲಾಗುವುದು. ಅಧಿವೇಶನದ ಬಳಿಕ ನೇಮಕಾತಿ ಮಾಡಿಕೊಳ್ಳಲಾಗುವುದು. ಪ್ರತಿಯೊಂದು ಬಾಣಂತಿಯರ ಸಾವುಗಳನ್ನು ಆಡಿಟ್ ಮಾಡುತ್ತಿದ್ದೇವೆ. ಈ ಸಾವಿನ ಹಿಂದಿನ ಕಾರಣಗಳನ್ನು ಪತ್ತೆ ಮಾಡಿ ವೈದ್ಯರ ನಿರ್ಲಕ್ಷ್ಯವಿದ್ದರೆ ಕ್ರಮ ಜರುಗಿಸಲಾಗುವುದು. [24, 708, 165, 756]
paragraph: ನೆಲಮಂಗಲ ತಾಲೂಕಿನ ಕೆಂಪೋಹಳ್ಳಿಯ ಸತೀಶ್ ಎಂಬವರ ಜಮೀನಿನಲ್ಲಿ ಬೆಂಗಳೂರು ನಗರದ ತ್ಯಾಜ್ಯವನ್ನು ತಂದು ಸುರಿಯಲಾಗುತ್ತಿದೆ. ಇದರಿಂದ ರೊಚ್ಚಿಗೆದ್ದ ಗ್ರಾಮಸ್ಥರು ರಾತ್ರೋರಾತ್ರಿ ಕಸ ಸುರಿದು ಪರಾರಿಯಾಗುತ್ತಿದ್ದ ಲಾರಿಗಳನ್ನು ತಡೆದು ಕಾರ್ಯಾಚರಣೆ ನಡೆಸಿದರು. [24, 1374, 316, 1393]
headline-line2: ಸೋನಿಯಾ ಗಾಂಧಿ ಸಭೆ..! [88, 1033, 252, 1056]
divider [327, 1115, 920, 1116]
paragraph: ಎನ್.ಹೆಚ್.ಎಂ.ಬಳ್ಳಿ ಅಧಿವೇಶನದಲ್ಲಿ ಚರ್ಚಿಸಲಾಗುವುದು ಎಂದು ಮಾಹಿತಿ ನೀಡಿದರು. [24, 757, 165, 776]
paragraph: ಹೀಗಾಗಿ ಹೇಗಾದರೂ ಮಾಡಿ ಕಾರ್ಖಾನೆಯನ್ನು ಉಳಿಸುವ ಬಗ್ಗೆ ಪ್ರಧಾನಿ ನರೇಂದ್ರ ಮೋದಿ ಅವರ ಸರ್ಕಾರ ಚಿಂತನೆ ನಡೆಸುತ್ತಿದೆ. ನಾನು ಉಕ್ಕು ಸಚಿವನಾದ ಮೇಲೆ ಈ ಕಾರ್ಖಾನೆಗೆ ಎರಡನೇ ಸಲ ಭೇಟಿ ನೀಡಿದ್ದೇನೆ. [776, 222, 920, 260]
headline-line2: ಸುರಿದ ಲಾರಿಗಳನ್ನು ಹಿಮ್ಮೆಟ್ಟಿಸಿದ ಗ್ರಾಮಸ್ಥರು [66, 1215, 274, 1234]
bhadravati-col2 [478, 415, 770, 528]
continued-tag: ಪುಟ 1ರಿಂದ [24, 677, 66, 689]
paragraph: ಈ ವೇಳೆ ಶಾಸಕರಾದ ಕೆ.ಆರ್.ಕೆ ಗೌಡ, ಸ್ಥಳೀಯ ಮುಖಂಡರು ಇತರರು ಇದ್ದರು. [175, 745, 316, 764]
paragraph: ಪಠ್ಯಕ್ರಮವನ್ನು ಪೂರ್ಣಗೊಳಿಸಲು ಇತರ ವಿಷಯದ ಶಿಕ್ಷಕರು ಬಳಸಿಕೊಳ್ಳುತ್ತಿದ್ದಾರೆ ಎಂದು ಹೇಳಲಾಗಿದೆ. ಇದನ್ನು ತಪ್ಪಿಸಲು ದೈಹಿಕ ಶಿಕ್ಷಣ ತರಗತಿಗಳನ್ನು ಕಡ್ಡಾಯವಾಗಿ ನಡೆಸಲು ಸೂಚಿಸಲಾಗಿದೆ. [479, 1247, 622, 1276]
bhadravati-col1 [327, 222, 473, 528]
paragraph: ಬೆಂಗಳೂರು: 10ನೇ ತರಗತಿಯ ವಿದ್ಯಾರ್ಥಿಗಳಿಗೆ ಆಟ ಮತ್ತು ದೈಹಿಕ ಶಿಕ್ಷಣ ತರಗತಿಗಳಿಗೆ ವಿಶೇಷ ಶಿಕ್ಷಕರ ಅಭ್ಯಾಸದ ಸಮಯ ನೀಡಬೇಕು ಎಂದು ಶಾಲಾ ಶಿಕ್ಷಣ ಮತ್ತು ಸಾಕ್ಷರತಾ ಇಲಾಖೆ ರಾಜ್ಯದ ಎಲ್ಲ ಪ್ರೌಢಶಾಲೆಗಳ ಶಿಕ್ಷಕರು ಮತ್ತು ಪ್ರಾಂಶುಪಾಲರಿಗೆ ಸೂಚನೆ ನೀಡಿದೆ. [327, 1208, 470, 1256]
physed-col3 [778, 1372, 920, 1496]
photo-caption: ರೋಟರಿ ಜೆ.ಪಿ.ನಗರ ಅಧ್ಯಕ್ಷ ಪಿ.ರವಿಶಂಕರ್, ಕಾರ್ಯದರ್ಶಿ ಡಾ.ಡಿ.ಎಂ.ನಾಗರಾಜು ಹಾಜರಿದ್ದರು. [778, 1060, 918, 1078]
article-physical-education [327, 1120, 920, 1200]
paragraph: ರೈತರ ಜಮೀನಿನಲ್ಲಿ ಕಸ ಸುರಿದ ಲಾರಿಗಳನ್ನು ಹಿಮ್ಮೆಟ್ಟಿಸಿದ ಗ್ರಾಮಸ್ಥರು ಈ ಕುರಿತು ಗ್ರಾಮಸ್ಥರು ಕೆಂಪೋಹಳ್ಳಿ ಅವರು ಮಾತನಾಡಿದ್ದು, ಜಿಬಿಎ ಅಧಿಕಾರಿಗಳ ಗಮನಕ್ಕೆ ತರಲಾಗುವುದು ಎಂದು ತಿಳಿಸಿದ್ದಾರೆ. [24, 1394, 316, 1413]
report-credit: ವರದಿ - ಸುತೋಷ್ ಟಿವಿ [867, 848, 918, 856]
divider [24, 428, 316, 429]
divider [24, 1003, 316, 1004]
headline-line2: ಕುಮಾರಸ್ವಾಮಿ ಭೇಟಿ, ಕಾರ್ಮಿಕರಿಗೆ ಅಭಯ [421, 174, 826, 208]
paragraph: ಮಹಿಳೆಯರು ಸಬಲರಾದರೆ ಮಾತ್ರ ದೊರೆತಿರುವ ಸ್ವಾತಂತ್ರ್ಯ ಸಾರ್ಥಕವಾಗುತ್ತದೆ: ಸಿಎಂ ಸಿದ್ದರಾಮಯ್ಯ [175, 504, 316, 523]
article-sonia-gandhi [24, 1010, 316, 1168]
logo-second: ವಾರ್ತೆ [550, 70, 603, 98]
headline-line1: ಅರೆಭಾಷೆಯಂತಹ ಪ್ರಾದೇಶಿಕ ಭಾಷೆಗಳು [63, 434, 277, 454]
paragraph: ಸಂಜೆ 6ರವರೆಗೆ ಮಾತ್ರ ಪ್ರವೇಶ ಕಬ್ಬನ್ ಪಾರ್ಕ್‌ನಲ್ಲಿ ನ.27ರಿಂದ ಆರಂಭವಾಗಿರುವ ಈ ಪುಷ್ಪ ಪ್ರದರ್ಶನ ಡಿ.1ರವರೆಗೆ ನಡೆಯಲಿದೆ. ಸುರಕ್ಷತೆ ದೃಷ್ಟಿಯಿಂದ ರಜಾದಿನಗಳಲ್ಲಿ ಸಂಜೆ 7 ಗಂಟೆ ಬದಲಿಗೆ ಸಂಜೆ 6 ಗಂಟೆವರೆಗೆ ಪ್ರವೇಶ ದ್ವಾರಗಳಲ್ಲಿ ಟಿಕೆಟ್ ವಿತರಿಸಲಾಗುವುದು. [175, 187, 316, 225]
byline: ವರದಿ: ಎಂ.ರಾಜ್‌ಕುಮಾರ್ [478, 937, 622, 952]
